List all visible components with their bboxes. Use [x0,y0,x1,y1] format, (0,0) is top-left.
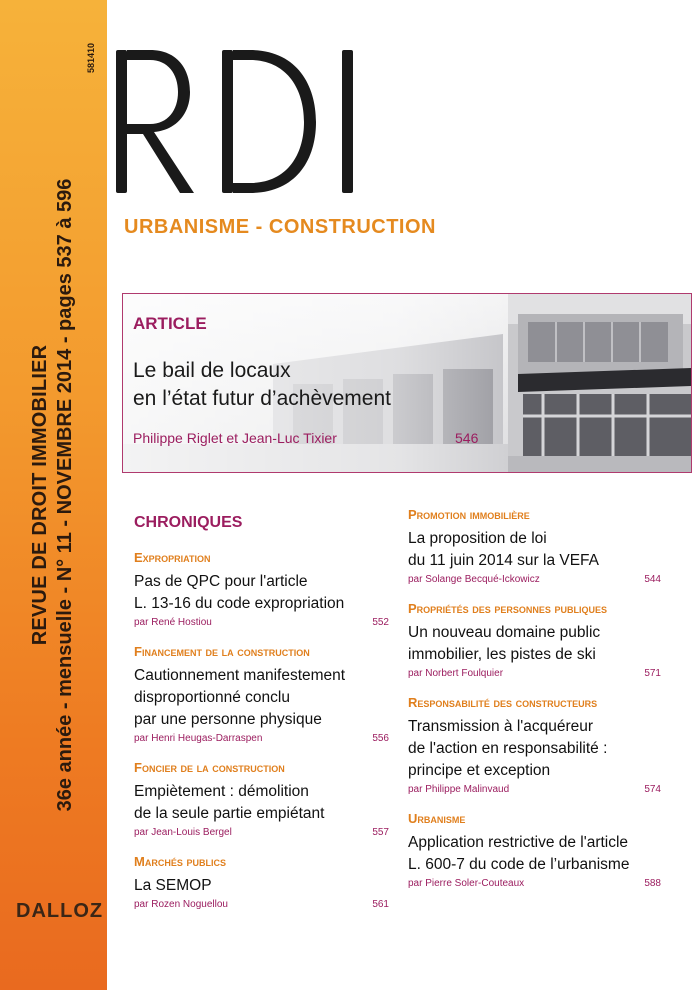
chronicle-title [408,832,661,876]
spine-journal-name: REVUE DE DROIT IMMOBILIER [29,344,51,646]
chronicle-entry[interactable] [408,695,661,799]
chronicle-meta [134,899,389,914]
chronicle-title-line: Application restrictive de l'article [408,834,629,851]
chronicle-entry[interactable] [134,644,389,748]
article-title-line1: Le bail de locaux [133,359,291,382]
rdi-logo [110,44,360,199]
chronicle-category: Responsabilité des constructeurs [408,695,598,710]
chronicle-entry[interactable] [408,507,661,589]
chronicle-author: par Henri Heugas-Darraspen [134,733,263,744]
chronicle-entry[interactable] [134,760,389,842]
chronicle-title-line: Transmission à l'acquéreur [408,718,594,735]
spine-issue-info: 36e année - mensuelle - N° 11 - NOVEMBRE 2014 - pages 537 à 596 [54,178,76,812]
chronicle-page: 574 [644,784,661,795]
chronicle-title [134,875,389,897]
chronicle-title [134,665,389,731]
spine-code: 581410 [86,42,96,74]
chronicle-title [134,781,389,825]
chronicle-entry[interactable] [134,854,389,914]
chronicle-title-line: L. 600-7 du code de l’urbanisme [408,856,630,873]
article-authors: Philippe Riglet et Jean-Luc Tixier [133,430,337,446]
chronicle-page: 544 [644,574,661,585]
chronicle-page: 561 [372,899,389,910]
chronicle-category: Expropriation [134,550,211,565]
chronicle-title [408,716,661,782]
spine [0,0,107,990]
chronicle-author: par Norbert Foulquier [408,668,504,679]
article-page: 546 [455,430,479,446]
chronicle-page: 557 [372,827,389,838]
chronicle-author: par René Hostiou [134,617,212,628]
chronicle-title-line: L. 13-16 du code expropriation [134,595,345,612]
chronicle-meta [408,668,661,683]
publisher-logo: DALLOZ [16,900,104,922]
chronicle-category: Propriétés des personnes publiques [408,601,608,616]
chronicle-title [408,528,661,572]
chronicle-entry[interactable] [408,811,661,893]
chronicle-entry[interactable] [134,550,389,632]
left-column [134,550,389,926]
chronicle-title-line: de la seule partie empiétant [134,805,325,822]
chronicle-page: 552 [372,617,389,628]
chronicle-author: par Jean-Louis Bergel [134,827,232,838]
chronicle-title-line: La SEMOP [134,877,212,894]
chronicle-author: par Pierre Soler-Couteaux [408,878,525,889]
chronicle-category: Urbanisme [408,811,466,826]
chronicle-meta [408,784,661,799]
chronicle-title-line: Empiètement : démolition [134,783,309,800]
chronicle-page: 571 [644,668,661,679]
chronicle-meta [134,733,389,748]
chronicle-category: Financement de la construction [134,644,310,659]
chronicle-title-line: du 11 juin 2014 sur la VEFA [408,552,600,569]
chronicle-title-line: La proposition de loi [408,530,547,547]
chronicle-meta [408,574,661,589]
chronicle-category: Foncier de la construction [134,760,285,775]
chronicle-title-line: principe et exception [408,762,551,779]
chronicle-page: 556 [372,733,389,744]
chronicle-meta [408,878,661,893]
chroniques-heading: CHRONIQUES [134,514,243,531]
chronicle-page: 588 [644,878,661,889]
chronicle-title-line: de l'action en responsabilité : [408,740,608,757]
chronicle-title [134,571,389,615]
chronicle-title-line: disproportionné conclu [134,689,290,706]
chronicle-meta [134,617,389,632]
chronicle-author: par Philippe Malinvaud [408,784,510,795]
chronicle-title-line: Cautionnement manifestement [134,667,346,684]
section-title: URBANISME - CONSTRUCTION [124,216,436,238]
chronicle-title-line: par une personne physique [134,711,322,728]
spine-text [29,179,77,812]
chronicle-author: par Solange Becqué-Ickowicz [408,574,540,585]
chronicle-title-line: Un nouveau domaine public [408,624,601,641]
chronicle-category: Marchés publics [134,854,226,869]
chronicle-author: par Rozen Noguellou [134,899,228,910]
chronicle-title-line: Pas de QPC pour l'article [134,573,308,590]
chronicle-title-line: immobilier, les pistes de ski [408,646,596,663]
chronicle-category: Promotion immobilière [408,507,530,522]
chronicle-entry[interactable] [408,601,661,683]
chronicle-title [408,622,661,666]
chronicle-meta [134,827,389,842]
right-column [408,507,661,905]
article-label: ARTICLE [133,314,207,333]
article-title-line2: en l’état futur d’achèvement [133,387,391,410]
featured-article[interactable] [122,293,692,473]
